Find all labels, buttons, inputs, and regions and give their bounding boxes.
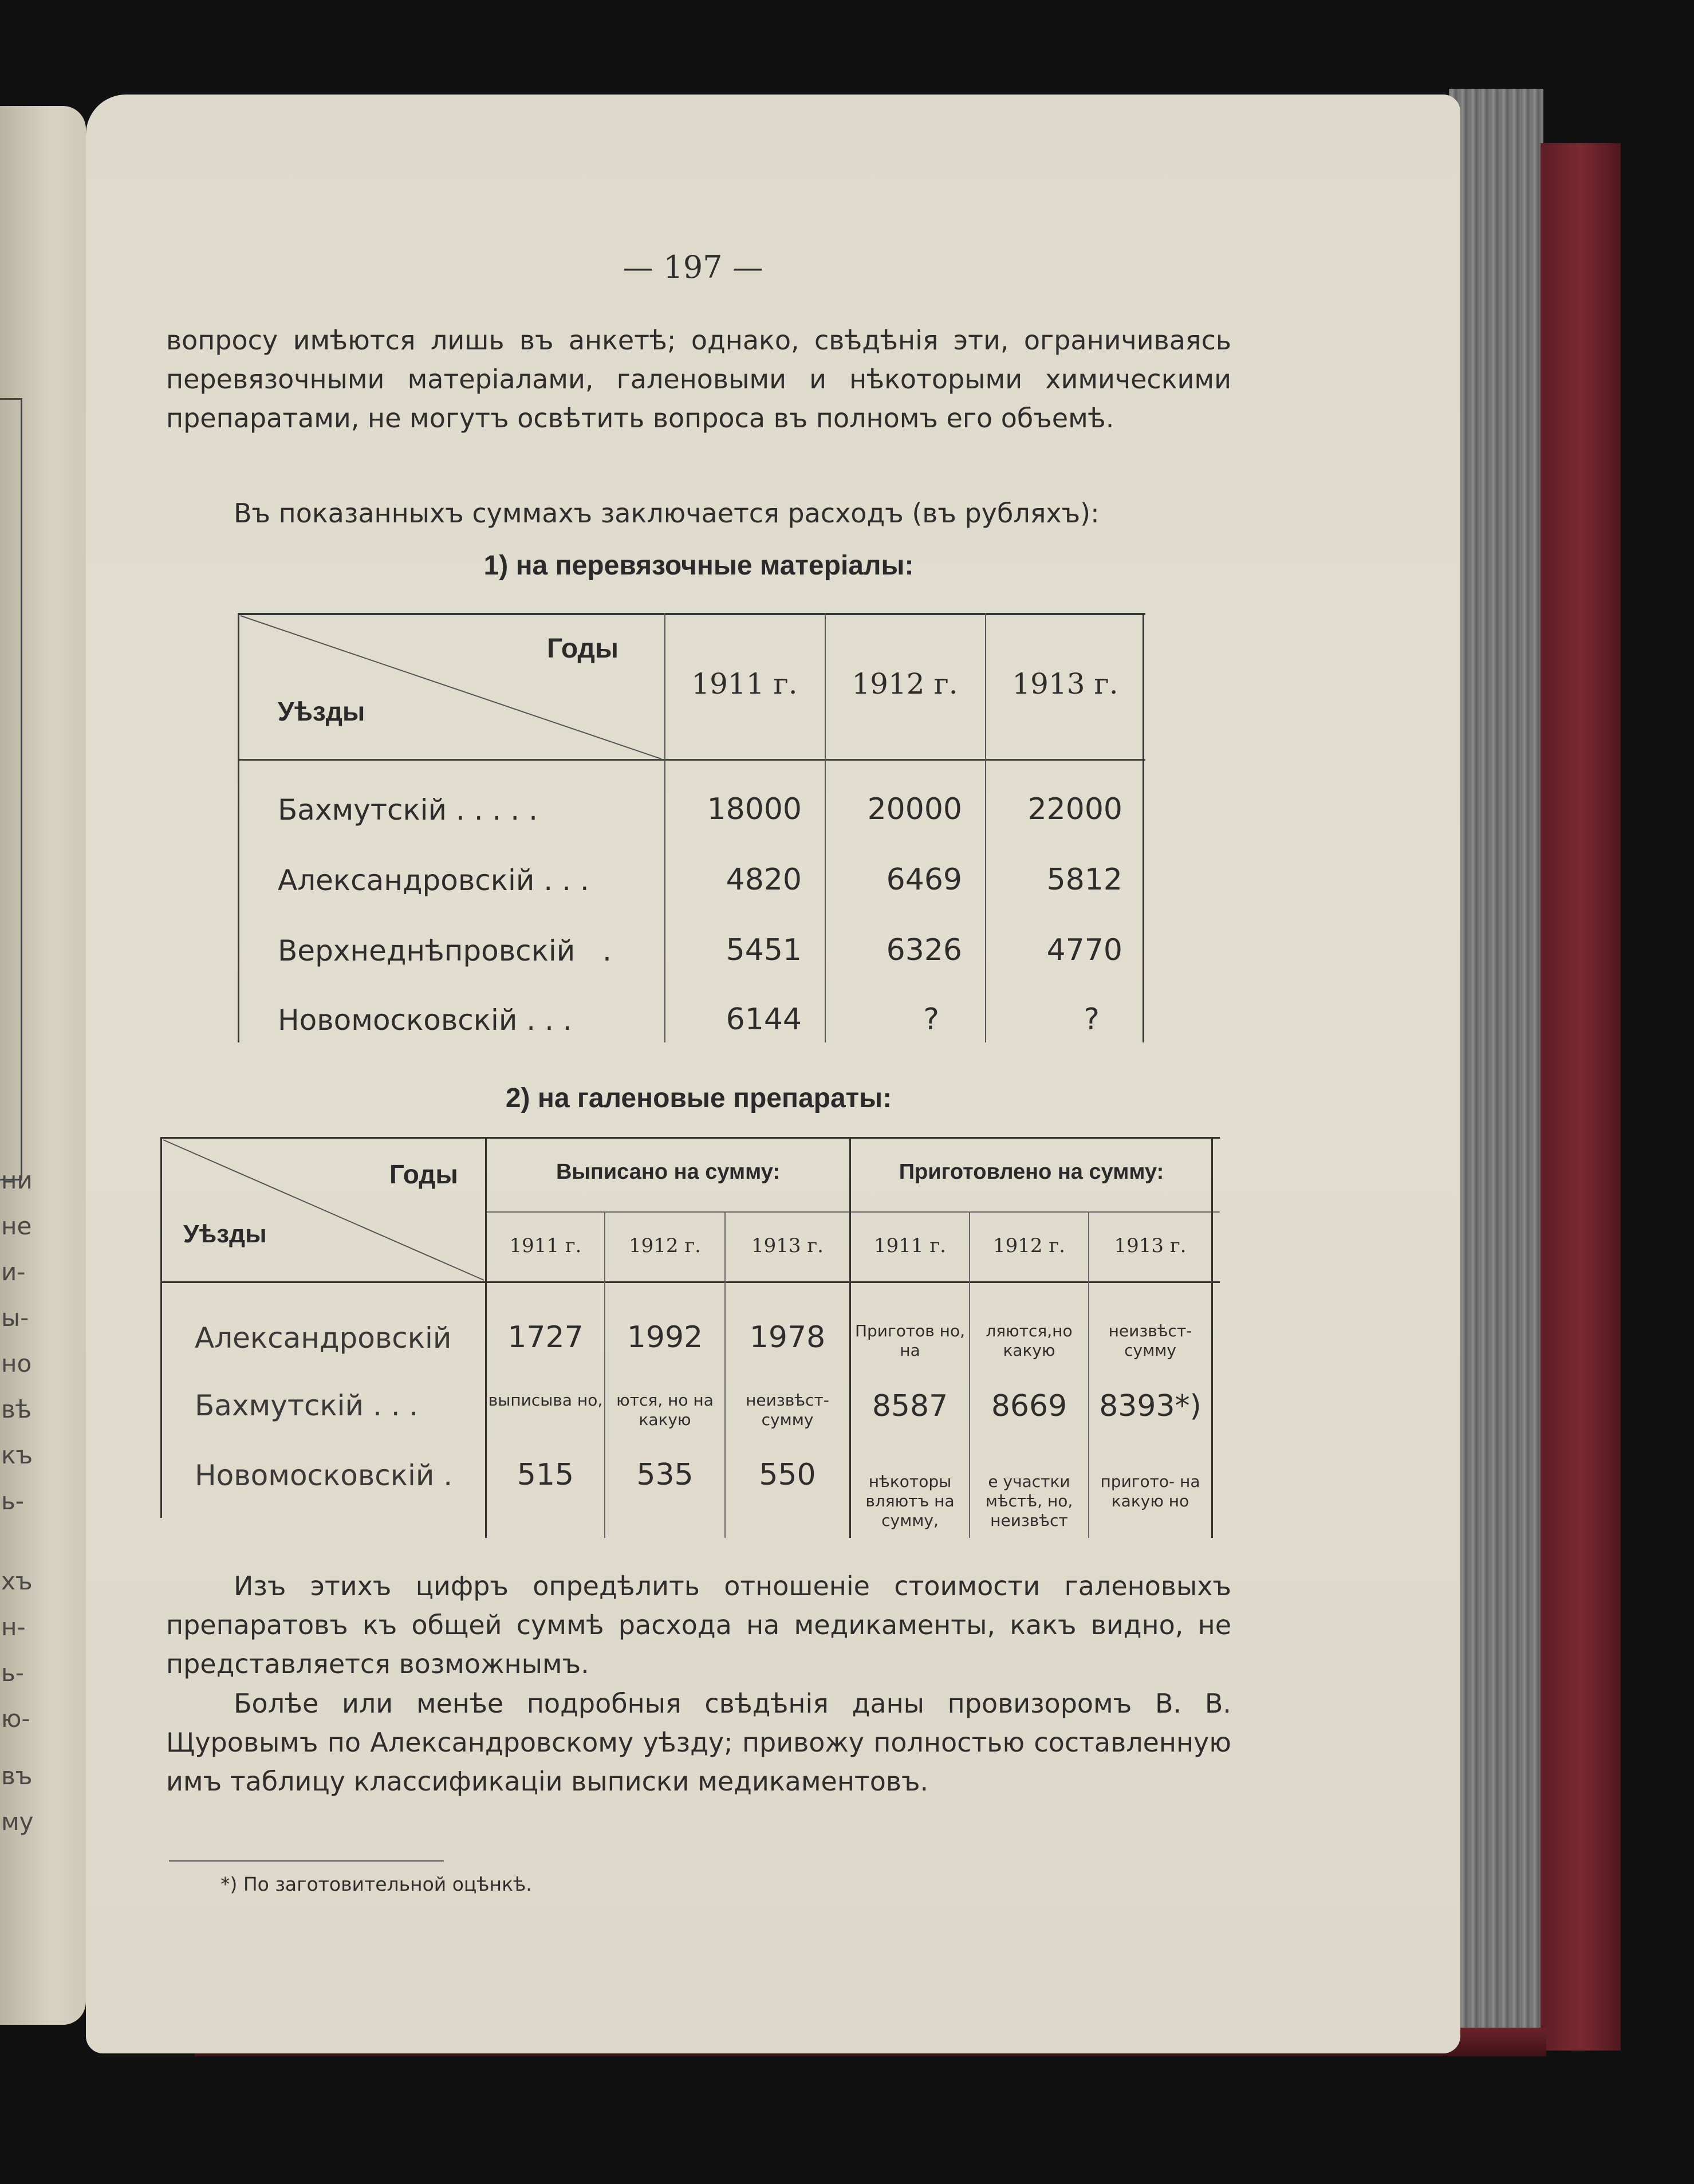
table-cell-note: пригото- на какую но — [1100, 1472, 1200, 1510]
table-cell: 535 — [636, 1458, 694, 1492]
year-header: 1912 г. — [993, 1234, 1065, 1257]
table-cell: ? — [1084, 1002, 1100, 1037]
left-page-text-fragment: му — [1, 1808, 34, 1836]
table-cell: 8393*) — [1099, 1389, 1201, 1423]
table-cell: 6144 — [726, 1002, 802, 1037]
table-cell: 1727 — [507, 1320, 584, 1355]
table-rule — [985, 613, 986, 1042]
left-page-text-fragment: н- — [1, 1613, 26, 1641]
year-header: 1912 г. — [629, 1234, 701, 1257]
year-header: 1913 г. — [1114, 1234, 1187, 1257]
paragraph-1: вопросу имѣются лишь въ анкетѣ; однако, свѣдѣнія эти, ограничиваясь перевязочными матеріалами, галеновыми и нѣкоторыми химическими препаратами, не могутъ освѣтить вопроса въ полномъ его объемѣ. — [166, 325, 1231, 434]
prepared-group-header: Приготовлено на сумму: — [899, 1160, 1164, 1184]
table-row-name: Бахмутскій . . . — [195, 1389, 419, 1422]
table-rule — [664, 613, 665, 1042]
table-cell: 4770 — [1046, 933, 1122, 967]
table-cell: 6326 — [886, 933, 962, 967]
left-page-text-fragment: ь- — [1, 1487, 24, 1515]
left-page-text-fragment: ю- — [1, 1705, 30, 1733]
table-cell: 8587 — [872, 1389, 948, 1423]
table-cell: 5451 — [726, 933, 802, 967]
table-cell-note: нѣкоторы вляютъ на сумму, — [865, 1472, 955, 1530]
table-rule — [487, 1211, 1220, 1213]
table-cell: 22000 — [1027, 792, 1122, 827]
table-cell-note: Приготов но, на — [854, 1321, 966, 1360]
paragraph-3: Изъ этихъ цифръ опредѣлить отношеніе стоимости галеновыхъ препаратовъ къ общей суммѣ расхода на медикаменты, какъ видно, не представляется возможнымъ. — [166, 1571, 1231, 1679]
left-page-text-fragment: хъ — [1, 1567, 33, 1595]
table-cell-note: выписыва но, — [488, 1391, 603, 1410]
table-row-name: Александровскій — [195, 1321, 452, 1355]
years-header: Годы — [389, 1159, 458, 1189]
table-rule — [238, 613, 239, 1042]
table-cell: 1992 — [627, 1320, 703, 1355]
left-page-text-fragment: и- — [1, 1258, 26, 1286]
page-stack-edge — [1449, 89, 1543, 2048]
table-cell: 6469 — [886, 863, 962, 897]
table-cell-note: ются, но на какую — [616, 1391, 714, 1429]
year-header: 1911 г. — [874, 1234, 946, 1257]
left-page-text-fragment: къ — [1, 1441, 33, 1469]
table-cell: 20000 — [867, 792, 962, 827]
left-page-text-fragment: не — [1, 1212, 32, 1240]
year-header: 1913 г. — [1012, 667, 1118, 701]
table-bandages — [238, 613, 1145, 1042]
paragraph-2: Въ показанныхъ суммахъ заключается расходъ (въ рубляхъ): — [234, 498, 1100, 529]
left-page-text-fragment: ы- — [1, 1304, 29, 1332]
table-cell-note: е участки мѣстѣ, но, неизвѣст — [985, 1472, 1073, 1530]
table-row-name: Новомосковскій . — [195, 1459, 453, 1492]
left-page-table-fragment — [0, 398, 22, 1180]
table-cell: 1978 — [749, 1320, 826, 1355]
year-header: 1912 г. — [852, 667, 958, 701]
left-page-text-fragment: въ — [1, 1762, 33, 1790]
table-cell: 5812 — [1046, 863, 1122, 897]
table-cell: 515 — [517, 1458, 574, 1492]
table-row-name: Верхнеднѣпровскій . — [278, 934, 612, 967]
table-galenicals — [160, 1137, 1220, 1538]
left-page-text-fragment: но — [1, 1349, 32, 1378]
table2-caption: 2) на галеновые препараты: — [505, 1083, 892, 1113]
districts-header: Уѣзды — [183, 1220, 267, 1248]
table-cell-note: неизвѣст- сумму — [746, 1391, 829, 1429]
table-cell: 4820 — [726, 863, 802, 897]
years-header: Годы — [547, 633, 618, 664]
table-rule — [825, 613, 826, 1042]
table-rule — [160, 1137, 162, 1518]
paragraph-4: Болѣе или менѣе подробныя свѣдѣнія даны провизоромъ В. В. Щуровымъ по Александровскому уѣзду; привожу полностью составленную имъ таблицу классификаціи выписки медикаментовъ. — [166, 1688, 1231, 1797]
table-row-name: Бахмутскій . . . . . — [278, 793, 538, 827]
table-row-name: Новомосковскій . . . — [278, 1004, 572, 1037]
table-cell: 550 — [759, 1458, 816, 1492]
year-header: 1911 г. — [509, 1234, 582, 1257]
book-cover — [1541, 143, 1621, 2051]
table-cell-note: ляются,но какую — [986, 1321, 1073, 1360]
table-cell: 8669 — [991, 1389, 1067, 1423]
year-header: 1911 г. — [691, 667, 798, 701]
left-page-text-fragment: вѣ — [1, 1395, 31, 1423]
table-rule — [1143, 613, 1144, 1042]
left-page-text-fragment: ь- — [1, 1659, 24, 1687]
table-row-name: Александровскій . . . — [278, 864, 589, 897]
page-number: — 197 — — [623, 249, 763, 285]
left-page-text-fragment: ни — [1, 1166, 33, 1194]
table1-caption: 1) на перевязочные матеріалы: — [483, 550, 914, 581]
table-cell-note: неизвѣст- сумму — [1108, 1321, 1192, 1360]
districts-header: Уѣзды — [278, 696, 365, 726]
table-rule — [1211, 1137, 1213, 1538]
table-cell: ? — [923, 1002, 939, 1037]
footnote: *) По заготовительной оцѣнкѣ. — [220, 1873, 532, 1895]
prescribed-group-header: Выписано на сумму: — [556, 1160, 781, 1184]
year-header: 1913 г. — [751, 1234, 824, 1257]
table-cell: 18000 — [707, 792, 802, 827]
footnote-rule — [169, 1860, 444, 1862]
